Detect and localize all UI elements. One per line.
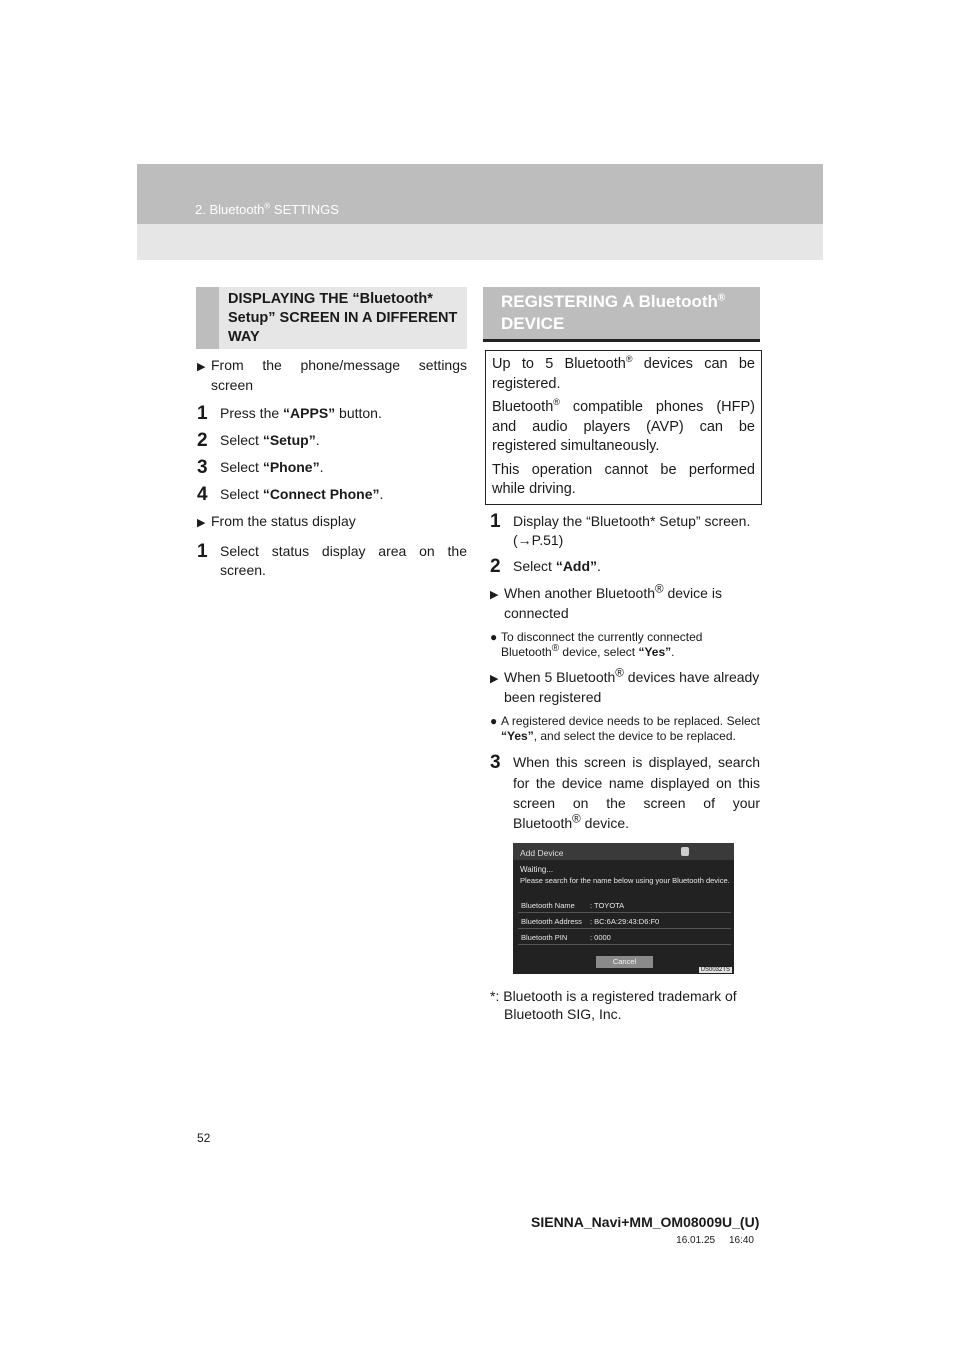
footnote: *: Bluetooth is a registered trademark of Bluetooth SIG, Inc. bbox=[490, 988, 737, 1022]
info-device-limit: Up to 5 Bluetooth® devices can be registered. bbox=[492, 354, 755, 392]
page-number: 52 bbox=[197, 1131, 211, 1145]
left-heading bbox=[196, 287, 467, 349]
left-step-4: 4 Select “Connect Phone”. bbox=[197, 484, 384, 505]
route-status-display: ▶ From the status display bbox=[197, 512, 467, 532]
case-five-registered: ▶ When 5 Bluetooth® devices have already been registered bbox=[490, 666, 760, 705]
print-date: 16.01.25 16:40 bbox=[676, 1235, 754, 1246]
left-status-step: 1 Select status display area on the screen. bbox=[197, 541, 467, 578]
manual-reference: SIENNA_Navi+MM_OM08009U_(U) bbox=[531, 1214, 760, 1230]
left-step-3: 3 Select “Phone”. bbox=[197, 457, 324, 478]
heading-bar bbox=[196, 287, 219, 349]
screen-message: Please search for the name below using your Bluetooth device. bbox=[520, 876, 730, 885]
arrow-right-icon: ▶ bbox=[490, 589, 499, 601]
add-device-screenshot bbox=[513, 843, 734, 974]
screen-row: Bluetooth Address : BC:6A:29:43:D6:F0 bbox=[518, 913, 731, 929]
arrow-right-icon: ▶ bbox=[197, 517, 206, 529]
left-step-1: 1 Press the “APPS” button. bbox=[197, 403, 382, 424]
section-title: 2. Bluetooth® SETTINGS bbox=[195, 201, 339, 217]
screen-row: Bluetooth Name : TOYOTA bbox=[518, 897, 731, 913]
screen-title: Add Device bbox=[520, 848, 564, 858]
lock-icon bbox=[681, 847, 689, 856]
info-compatible: Bluetooth® compatible phones (HFP) and audio players (AVP) can be registered simultaneously. bbox=[492, 397, 755, 454]
heading-rule bbox=[483, 339, 760, 342]
screen-cancel-button: Cancel bbox=[596, 956, 653, 968]
right-step-3: 3 When this screen is displayed, search for the device name displayed on this screen on the screen of your Bluetooth® device. bbox=[490, 752, 760, 831]
header-band bbox=[137, 164, 823, 260]
note-replace: ● A registered device needs to be replaced. Select “Yes”, and select the device to be replaced. bbox=[490, 714, 760, 743]
right-step-2: 2 Select “Add”. bbox=[490, 556, 601, 577]
right-heading-text: REGISTERING A Bluetooth® DEVICE bbox=[501, 292, 726, 333]
case-device-connected: ▶ When another Bluetooth® device is connected bbox=[490, 582, 722, 621]
screen-row: Bluetooth PIN : 0000 bbox=[518, 929, 731, 945]
left-step-2: 2 Select “Setup”. bbox=[197, 430, 320, 451]
right-column bbox=[490, 512, 760, 841]
info-driving: This operation cannot be performed while driving. bbox=[492, 461, 755, 497]
info-box bbox=[485, 350, 762, 505]
arrow-right-icon: ▶ bbox=[197, 361, 206, 373]
bullet-icon: ● bbox=[490, 630, 498, 644]
route-phone-settings: ▶ From the phone/message settings screen bbox=[197, 357, 467, 393]
left-heading-text: DISPLAYING THE “Bluetooth* Setup” SCREEN IN A DIFFERENT WAY bbox=[228, 291, 458, 345]
screen-waiting: Waiting... bbox=[520, 865, 554, 874]
right-heading bbox=[483, 287, 760, 339]
image-code: US0032TS bbox=[700, 967, 730, 973]
note-disconnect: ● To disconnect the currently connected Bluetooth® device, select “Yes”. bbox=[490, 630, 703, 659]
left-column bbox=[197, 356, 467, 587]
bullet-icon: ● bbox=[490, 714, 498, 728]
arrow-right-icon: ▶ bbox=[490, 673, 499, 685]
right-step-1: 1 Display the “Bluetooth* Setup” screen. (→P.51) bbox=[490, 511, 751, 548]
